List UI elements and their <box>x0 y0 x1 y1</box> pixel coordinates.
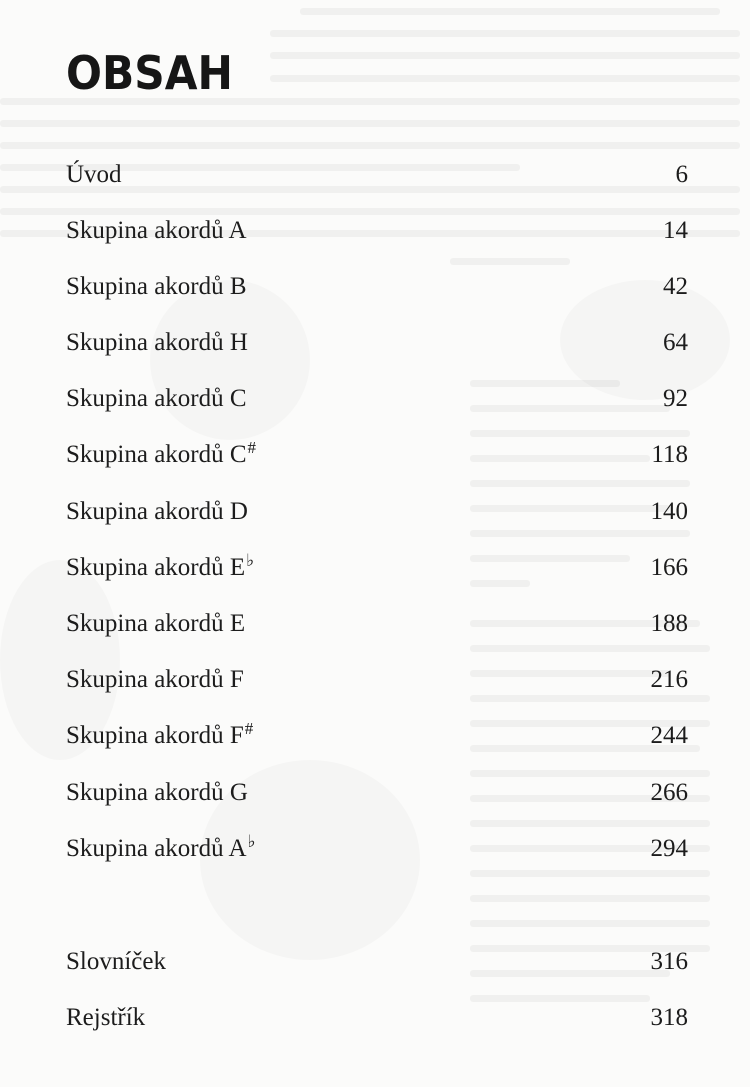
toc-entry-title-text: Skupina akordů B <box>66 273 247 300</box>
toc-entry-page-number: 14 <box>663 217 688 244</box>
toc-entry-title-text: Skupina akordů C <box>66 385 247 412</box>
toc-entry-title <box>66 1000 145 1036</box>
toc-entry-page-number: 140 <box>650 498 688 525</box>
toc-entry-title-text: Úvod <box>66 161 122 188</box>
toc-entry-page-number: 6 <box>675 161 688 188</box>
toc-entry-title <box>66 606 245 642</box>
toc-entry-accidental: # <box>247 438 257 457</box>
toc-entry-accidental: ♭ <box>247 832 256 851</box>
toc-entry <box>66 213 688 249</box>
toc-entry-title <box>66 269 247 305</box>
page-title: OBSAH <box>66 46 233 100</box>
toc-entry <box>66 494 688 530</box>
toc-entry-page-number: 118 <box>651 441 688 468</box>
toc-entry-title-text: Skupina akordů F <box>66 666 244 693</box>
toc-entry-title <box>66 157 122 193</box>
toc-entry-title-text: Skupina akordů F <box>66 722 244 749</box>
toc-entry-title-text: Skupina akordů H <box>66 329 248 356</box>
toc-entry-title-text: Slovníček <box>66 948 166 975</box>
toc-entry-title-text: Skupina akordů D <box>66 498 248 525</box>
toc-entry <box>66 1000 688 1036</box>
toc-entry <box>66 944 688 980</box>
toc-entry-title-text: Skupina akordů G <box>66 779 248 806</box>
toc-entry-page-number: 92 <box>663 385 688 412</box>
toc-entry-page-number: 166 <box>650 554 688 581</box>
toc-entry-title <box>66 944 166 980</box>
toc-entry <box>66 831 688 867</box>
toc-entry-title <box>66 831 256 869</box>
toc-entry-accidental: ♭ <box>246 551 255 570</box>
toc-entry-page-number: 316 <box>650 948 688 975</box>
toc-entry <box>66 269 688 305</box>
toc-entry-accidental: # <box>244 719 254 738</box>
toc-entry <box>66 718 688 754</box>
toc-entry-title-text: Rejstřík <box>66 1004 146 1031</box>
toc-entry-title <box>66 213 247 249</box>
toc-entry-page-number: 318 <box>650 1004 688 1031</box>
toc-entry-title <box>66 381 247 417</box>
toc-entry-page-number: 64 <box>663 329 688 356</box>
toc-entry-page-number: 294 <box>650 835 688 862</box>
toc-entry-title <box>66 325 248 361</box>
toc-entry <box>66 157 688 193</box>
toc-entry-page-number: 244 <box>650 722 688 749</box>
toc-entry-title-text: Skupina akordů E <box>66 610 246 637</box>
toc-entry-title <box>66 550 254 588</box>
toc-entry <box>66 381 688 417</box>
toc-entry-page-number: 42 <box>663 273 688 300</box>
toc-entry-page-number: 188 <box>650 610 688 637</box>
toc-entry <box>66 662 688 698</box>
toc-entry-title-text: Skupina akordů A <box>66 835 247 862</box>
toc-entry-page-number: 266 <box>650 779 688 806</box>
toc-entry-title <box>66 718 253 756</box>
toc-entry-title-text: Skupina akordů E <box>66 554 246 581</box>
toc-entry-title <box>66 494 248 530</box>
toc-entry <box>66 775 688 811</box>
toc-entry <box>66 550 688 586</box>
toc-entry-title <box>66 437 256 475</box>
toc-entry-page-number: 216 <box>650 666 688 693</box>
toc-entry <box>66 325 688 361</box>
toc-entry-title <box>66 775 248 811</box>
toc-entry-title-text: Skupina akordů A <box>66 217 247 244</box>
toc-entry <box>66 606 688 642</box>
toc-entry <box>66 437 688 473</box>
toc-entry-title <box>66 662 244 698</box>
toc-entry-title-text: Skupina akordů C <box>66 441 247 468</box>
